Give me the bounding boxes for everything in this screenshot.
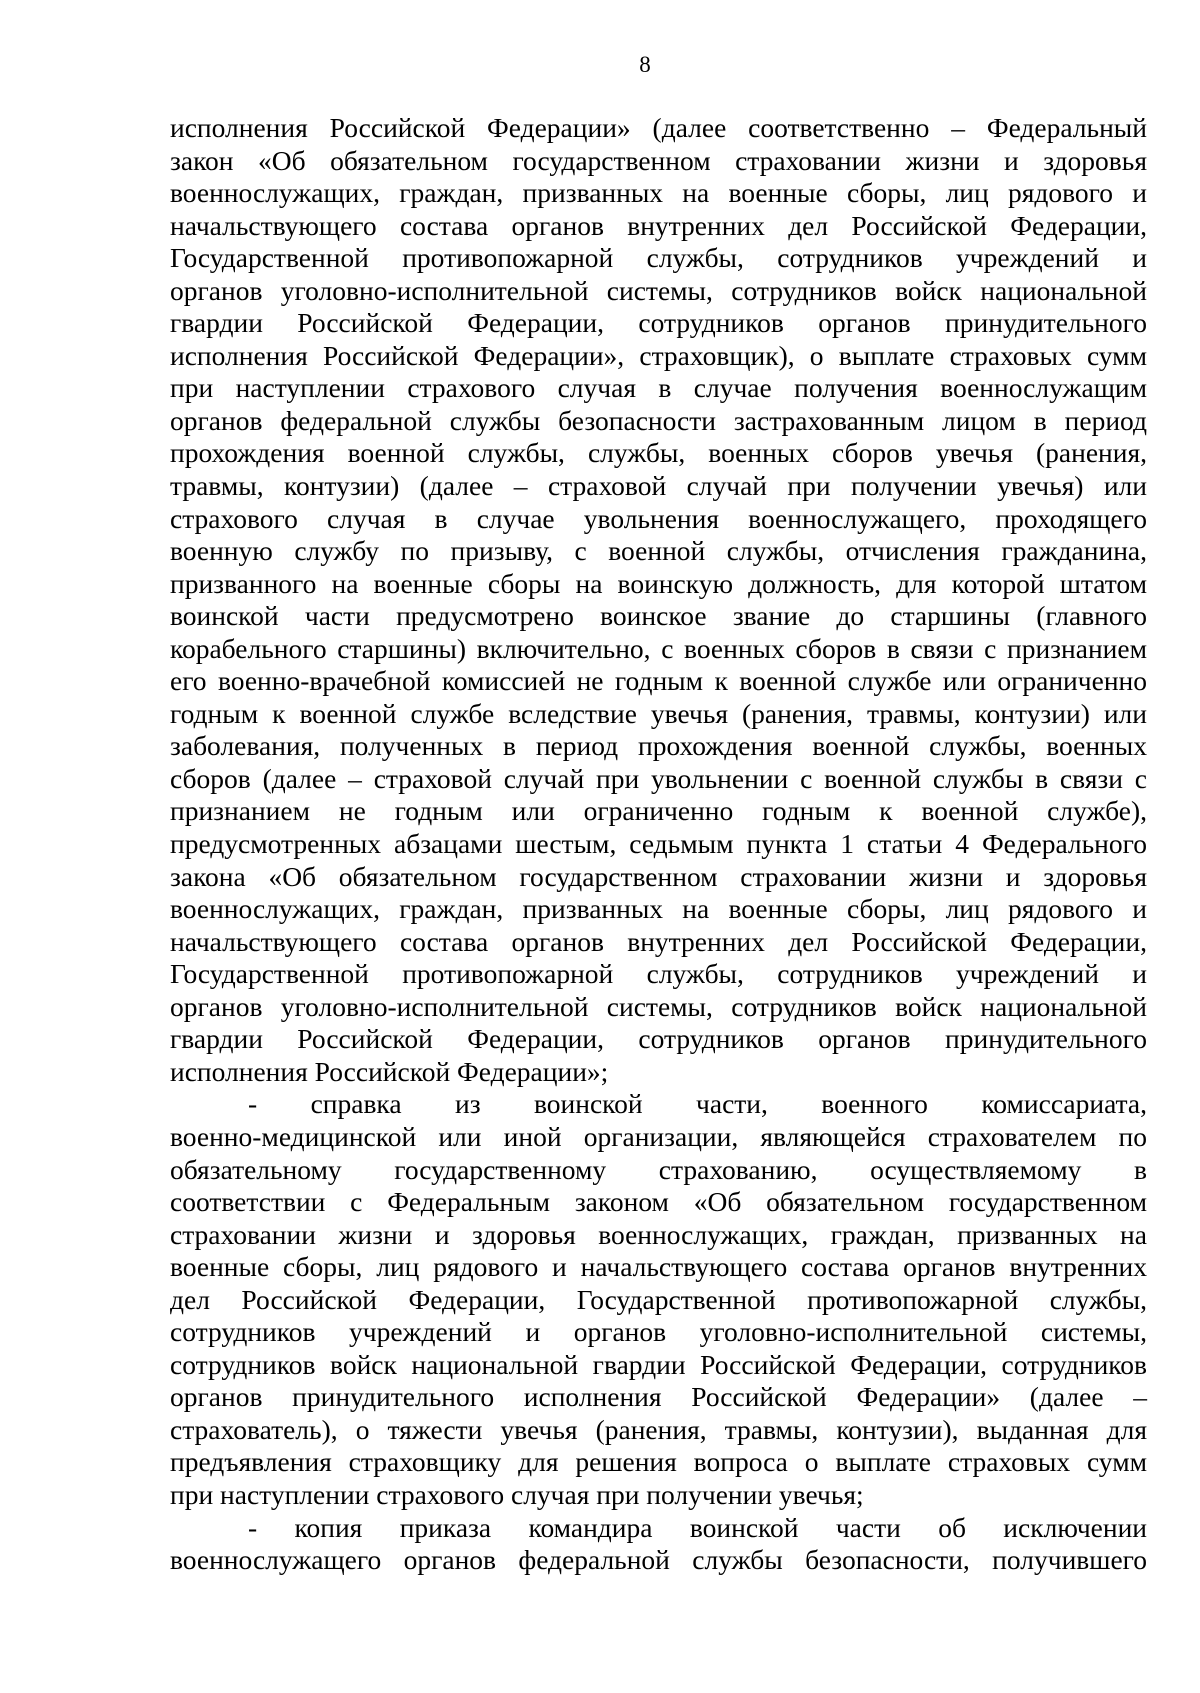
text-line: военную службу по призыву, с военной службы, отчисления гражданина, <box>170 535 1147 567</box>
text-line: страхователь), о тяжести увечья (ранения, травмы, контузии), выданная для <box>170 1413 1147 1445</box>
text-line: исполнения Российской Федерации» (далее соответственно – Федеральный <box>170 112 1147 143</box>
text-line: военнослужащих, граждан, призванных на военные сборы, лиц рядового и <box>170 893 1147 925</box>
body-text <box>170 112 1147 1577</box>
text-line: травмы, контузии) (далее – страховой случай при получении увечья) или <box>170 470 1147 502</box>
text-line: исполнения Российской Федерации», страховщик), о выплате страховых сумм <box>170 339 1147 371</box>
text-line: корабельного старшины) включительно, с военных сборов в связи с признанием <box>170 632 1147 664</box>
text-line: сотрудников войск национальной гвардии Российской Федерации, сотрудников <box>170 1348 1147 1380</box>
text-line: органов уголовно-исполнительной системы, сотрудников войск национальной <box>170 274 1147 306</box>
text-line: сборов (далее – страховой случай при увольнении с военной службы в связи с <box>170 762 1147 794</box>
text-line: заболевания, полученных в период прохождения военной службы, военных <box>170 730 1147 762</box>
list-item-line: - копия приказа командира воинской части об исключении <box>248 1511 1147 1543</box>
text-line: гвардии Российской Федерации, сотрудников органов принудительного <box>170 1023 1147 1055</box>
page-number: 8 <box>639 52 651 77</box>
text-line: органов принудительного исполнения Российской Федерации» (далее – <box>170 1381 1147 1413</box>
text-line: страхового случая в случае увольнения военнослужащего, проходящего <box>170 502 1147 534</box>
text-line: предъявления страховщику для решения вопроса о выплате страховых сумм <box>170 1446 1147 1478</box>
text-line: Государственной противопожарной службы, сотрудников учреждений и <box>170 958 1147 990</box>
text-line: предусмотренных абзацами шестым, седьмым пункта 1 статьи 4 Федерального <box>170 828 1147 860</box>
text-line: сотрудников учреждений и органов уголовно-исполнительной системы, <box>170 1316 1147 1348</box>
text-line: при наступлении страхового случая при получении увечья; <box>170 1478 864 1510</box>
text-line: обязательному государственному страхованию, осуществляемому в <box>170 1153 1147 1185</box>
text-line: закон «Об обязательном государственном страховании жизни и здоровья <box>170 144 1147 176</box>
text-line: признанием не годным или ограниченно годным к военной службе), <box>170 795 1147 827</box>
text-line: дел Российской Федерации, Государственной противопожарной службы, <box>170 1283 1147 1315</box>
text-line: военные сборы, лиц рядового и начальствующего состава органов внутренних <box>170 1251 1147 1283</box>
text-line: военнослужащих, граждан, призванных на военные сборы, лиц рядового и <box>170 177 1147 209</box>
text-line: страховании жизни и здоровья военнослужащих, граждан, призванных на <box>170 1218 1147 1250</box>
text-line: органов уголовно-исполнительной системы, сотрудников войск национальной <box>170 990 1147 1022</box>
text-line: воинской части предусмотрено воинское звание до старшины (главного <box>170 600 1147 632</box>
text-line: исполнения Российской Федерации»; <box>170 1055 609 1087</box>
text-line: военнослужащего органов федеральной службы безопасности, получившего <box>170 1544 1147 1576</box>
text-line: гвардии Российской Федерации, сотрудников органов принудительного <box>170 307 1147 339</box>
list-item-line: - справка из воинской части, военного комиссариата, <box>248 1088 1147 1120</box>
text-line: годным к военной службе вследствие увечья (ранения, травмы, контузии) или <box>170 697 1147 729</box>
text-line: призванного на военные сборы на воинскую должность, для которой штатом <box>170 567 1147 599</box>
text-line: Государственной противопожарной службы, сотрудников учреждений и <box>170 242 1147 274</box>
text-line: военно-медицинской или иной организации, являющейся страхователем по <box>170 1120 1147 1152</box>
text-line: прохождения военной службы, службы, военных сборов увечья (ранения, <box>170 437 1147 469</box>
text-line: соответствии с Федеральным законом «Об обязательном государственном <box>170 1186 1147 1218</box>
text-line: начальствующего состава органов внутренних дел Российской Федерации, <box>170 925 1147 957</box>
text-line: органов федеральной службы безопасности застрахованным лицом в период <box>170 404 1147 436</box>
text-line: его военно-врачебной комиссией не годным к военной службе или ограниченно <box>170 665 1147 697</box>
text-line: при наступлении страхового случая в случае получения военнослужащим <box>170 372 1147 404</box>
text-line: закона «Об обязательном государственном страховании жизни и здоровья <box>170 860 1147 892</box>
text-line: начальствующего состава органов внутренних дел Российской Федерации, <box>170 209 1147 241</box>
